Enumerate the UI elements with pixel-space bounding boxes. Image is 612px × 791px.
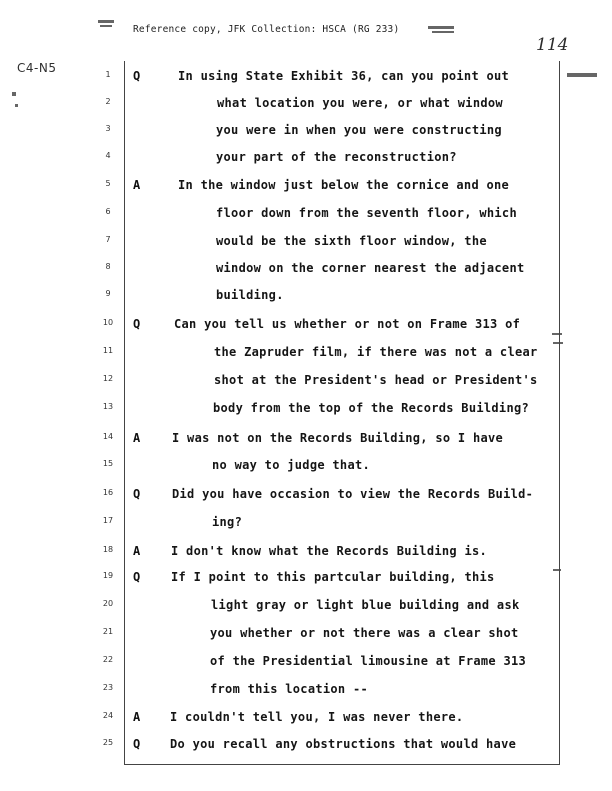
transcript-line: no way to judge that.: [212, 458, 371, 472]
line-number: 19: [102, 571, 114, 580]
line-number: 5: [105, 179, 111, 188]
line-number: 6: [105, 207, 111, 216]
speaker-label: A: [133, 178, 141, 192]
line-number: 21: [102, 627, 114, 636]
redaction-mark: [428, 26, 454, 29]
line-number: 12: [102, 374, 114, 383]
left-margin-rule: [124, 61, 125, 764]
transcript-line: I was not on the Records Building, so I have: [172, 431, 504, 445]
line-number: 15: [102, 459, 114, 468]
margin-code: C4-N5: [17, 61, 57, 75]
transcript-line: In using State Exhibit 36, can you point out: [178, 69, 510, 83]
margin-scan-mark: [12, 92, 16, 96]
transcript-line: I couldn't tell you, I was never there.: [170, 710, 464, 724]
line-number: 17: [102, 516, 114, 525]
line-number: 11: [102, 346, 114, 355]
line-number: 4: [105, 151, 111, 160]
handwritten-page-number: 114: [536, 35, 569, 55]
speaker-label: A: [133, 431, 141, 445]
line-number: 7: [105, 235, 111, 244]
line-number: 13: [102, 402, 114, 411]
transcript-line: you whether or not there was a clear shot: [210, 626, 519, 640]
transcript-line: body from the top of the Records Building?: [213, 401, 530, 415]
transcript-line: would be the sixth floor window, the: [216, 234, 487, 248]
transcript-line: I don't know what the Records Building is.: [171, 544, 488, 558]
transcript-line: building.: [216, 288, 284, 302]
line-number: 22: [102, 655, 114, 664]
margin-scan-mark-2: [15, 104, 18, 107]
header-smudge-mark: [98, 20, 114, 23]
speaker-label: A: [133, 710, 141, 724]
transcript-line: Can you tell us whether or not on Frame 313 of: [174, 317, 521, 331]
right-edge-mark-2: [553, 342, 563, 344]
line-number: 23: [102, 683, 114, 692]
line-number: 10: [102, 318, 114, 327]
transcript-line: from this location --: [210, 682, 369, 696]
transcript-line: light gray or light blue building and ask: [211, 598, 520, 612]
right-margin-rule: [559, 61, 560, 764]
transcript-line: you were in when you were constructing: [216, 123, 502, 137]
transcript-line: your part of the reconstruction?: [216, 150, 457, 164]
redaction-mark-2: [432, 31, 454, 33]
transcript-line: In the window just below the cornice and one: [178, 178, 510, 192]
transcript-line: the Zapruder film, if there was not a clear: [214, 345, 538, 359]
line-number: 24: [102, 711, 114, 720]
line-number: 18: [102, 545, 114, 554]
line-number: 3: [105, 124, 111, 133]
header-smudge-mark-2: [100, 25, 112, 27]
transcript-line: If I point to this partcular building, this: [171, 570, 495, 584]
transcript-line: Do you recall any obstructions that would have: [170, 737, 517, 751]
line-number: 20: [102, 599, 114, 608]
transcript-line: Did you have occasion to view the Records Build-: [172, 487, 534, 501]
transcript-line: window on the corner nearest the adjacent: [216, 261, 525, 275]
transcript-line: floor down from the seventh floor, which: [216, 206, 517, 220]
line-number: 8: [105, 262, 111, 271]
transcript-line: what location you were, or what window: [217, 96, 503, 110]
right-edge-mark: [552, 333, 562, 335]
transcript-line: ing?: [212, 515, 243, 529]
speaker-label: Q: [133, 487, 141, 501]
speaker-label: A: [133, 544, 141, 558]
reference-header: Reference copy, JFK Collection: HSCA (RG 233): [133, 24, 400, 35]
line-number: 2: [105, 97, 111, 106]
speaker-label: Q: [133, 69, 141, 83]
line-number: 9: [105, 289, 111, 298]
speaker-label: Q: [133, 570, 141, 584]
line-number: 14: [102, 432, 114, 441]
transcript-line: of the Presidential limousine at Frame 313: [210, 654, 527, 668]
speaker-label: Q: [133, 737, 141, 751]
transcript-line: shot at the President's head or President's: [214, 373, 538, 387]
bottom-margin-rule: [124, 764, 560, 765]
right-margin-mark: [567, 73, 597, 77]
line-number: 16: [102, 488, 114, 497]
line-number: 25: [102, 738, 114, 747]
speaker-label: Q: [133, 317, 141, 331]
line-number: 1: [105, 70, 111, 79]
